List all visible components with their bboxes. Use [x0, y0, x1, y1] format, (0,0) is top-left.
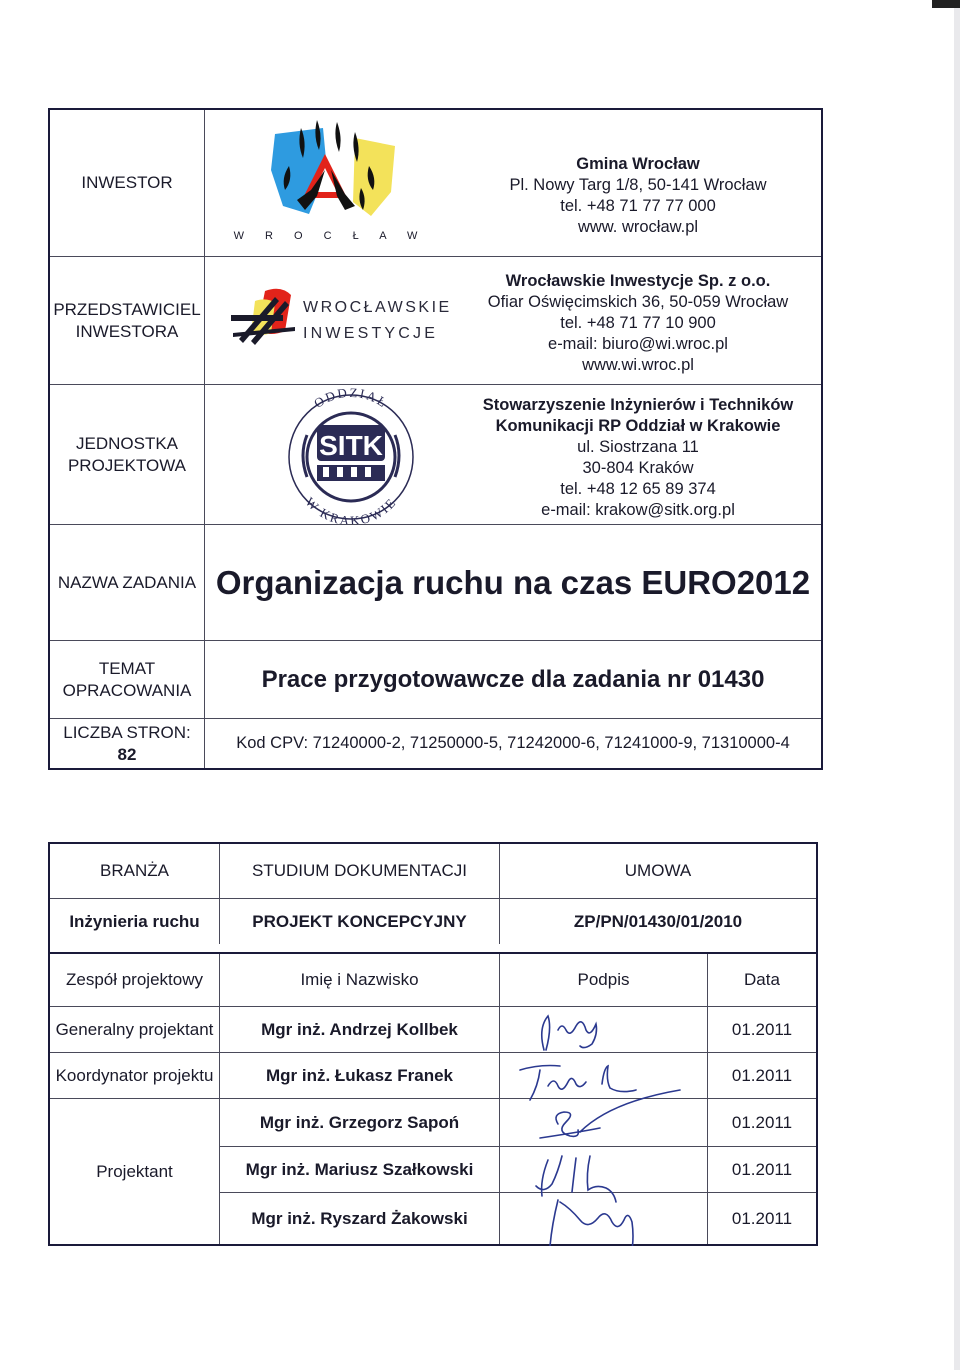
representative-name: Wrocławskie Inwestycje Sp. z o.o.	[505, 272, 771, 290]
pages-count: 82	[117, 744, 137, 764]
pages-row	[50, 718, 821, 768]
team-header-row	[50, 952, 816, 1006]
summary-branch-value: Inżynieria ruchu	[50, 899, 220, 944]
team-date: 01.2011	[731, 1112, 793, 1132]
investor-address: Pl. Nowy Targ 1/8, 50-141 Wrocław	[509, 176, 767, 194]
project-info-table	[48, 108, 823, 770]
team-role-designer	[50, 1098, 220, 1244]
design-unit-details	[455, 385, 821, 524]
task-title: Organizacja ruchu na czas EURO2012	[215, 563, 811, 601]
task-label	[50, 525, 205, 640]
summary-header-row	[50, 844, 816, 898]
team-signature	[500, 1053, 708, 1098]
design-unit-email: e-mail: krakow@sitk.org.pl	[541, 501, 735, 519]
wi-logo-line2: INWESTYCJE	[303, 325, 439, 342]
topic-label-line2: OPRACOWANIA	[62, 680, 192, 700]
pages-label-text: LICZBA STRON:	[63, 722, 191, 742]
representative-address: Ofiar Oświęcimskich 36, 50-059 Wrocław	[487, 293, 789, 311]
topic-label	[50, 641, 205, 718]
sitk-logo-bottom-text: W KRAKOWIE	[302, 494, 400, 525]
summary-header-study: STUDIUM DOKUMENTACJI	[220, 844, 500, 898]
team-header-name: Imię i Nazwisko	[220, 954, 500, 1006]
scan-mark	[932, 0, 960, 8]
investor-label-text: INWESTOR	[81, 173, 173, 192]
team-header-role: Zespół projektowy	[50, 954, 220, 1006]
team-row	[50, 1006, 816, 1052]
scan-edge	[954, 0, 960, 1370]
sitk-logo-icon	[205, 385, 455, 525]
investor-web: www. wrocław.pl	[577, 218, 699, 236]
team-date: 01.2011	[731, 1065, 793, 1085]
team-header-signature: Podpis	[500, 954, 708, 1006]
investor-details	[455, 110, 821, 256]
team-table	[48, 842, 818, 1246]
sitk-logo-mid-text: SITK	[319, 430, 383, 461]
representative-web: www.wi.wroc.pl	[582, 356, 694, 374]
representative-label-line2: INWESTORA	[75, 321, 179, 341]
representative-details	[455, 257, 821, 384]
pages-label	[50, 719, 205, 768]
design-unit-phone: tel. +48 12 65 89 374	[560, 480, 716, 498]
sitk-logo	[205, 385, 455, 524]
team-signature	[500, 1099, 708, 1146]
design-unit-street: ul. Siostrzana 11	[577, 438, 699, 456]
summary-header-contract: UMOWA	[624, 861, 692, 880]
design-unit-label-line2: PROJEKTOWA	[67, 455, 187, 475]
investor-row	[50, 110, 821, 256]
design-unit-label	[50, 385, 205, 524]
representative-label	[50, 257, 205, 384]
task-row	[50, 524, 821, 640]
wi-logo-icon	[225, 257, 305, 385]
representative-email: e-mail: biuro@wi.wroc.pl	[548, 335, 728, 353]
cpv-cell	[205, 719, 821, 768]
wroclaw-logo	[205, 110, 455, 256]
summary-contract-value: ZP/PN/01430/01/2010	[573, 911, 743, 931]
cpv-codes: Kod CPV: 71240000-2, 71250000-5, 71242000-6, 71241000-9, 71310000-4	[236, 734, 790, 752]
design-unit-row	[50, 384, 821, 524]
representative-label-line1: PRZEDSTAWICIEL	[53, 299, 201, 319]
summary-values-row	[50, 898, 816, 944]
representative-phone: tel. +48 71 77 10 900	[560, 314, 716, 332]
team-member-name: Mgr inż. Grzegorz Sapoń	[220, 1099, 500, 1146]
topic-label-line1: TEMAT	[98, 658, 156, 678]
design-unit-city: 30-804 Kraków	[582, 459, 694, 477]
topic-value: Prace przygotowawcze dla zadania nr 01430	[261, 665, 765, 693]
design-unit-name-line2: Komunikacji RP Oddział w Krakowie	[495, 417, 781, 435]
team-role: Generalny projektant	[50, 1007, 220, 1052]
team-signature	[500, 1007, 708, 1052]
task-label-text: NAZWA ZADANIA	[57, 572, 197, 592]
team-member-name: Mgr inż. Łukasz Franek	[220, 1053, 500, 1098]
team-member-name: Mgr inż. Mariusz Szałkowski	[220, 1147, 500, 1192]
wi-logo	[205, 257, 455, 384]
team-signature	[500, 1193, 708, 1244]
team-date: 01.2011	[731, 1019, 793, 1039]
investor-name: Gmina Wrocław	[576, 155, 700, 173]
team-signature	[500, 1147, 708, 1192]
team-row	[50, 1052, 816, 1098]
team-member-name: Mgr inż. Ryszard Żakowski	[220, 1193, 500, 1244]
wi-logo-line1: WROCŁAWSKIE	[303, 299, 452, 316]
sitk-logo-top-text: ODDZIAŁ	[311, 385, 391, 411]
team-date: 01.2011	[731, 1159, 793, 1179]
representative-row	[50, 256, 821, 384]
team-role: Koordynator projektu	[50, 1053, 220, 1098]
team-header-date: Data	[744, 970, 780, 989]
design-unit-label-line1: JEDNOSTKA	[75, 433, 179, 453]
investor-label	[50, 110, 205, 256]
team-date: 01.2011	[731, 1208, 793, 1228]
wroclaw-logo-caption: W R O C Ł A W	[233, 230, 427, 242]
design-unit-name-line1: Stowarzyszenie Inżynierów i Techników	[482, 396, 794, 414]
summary-header-branch: BRANŻA	[50, 844, 220, 898]
topic-value-cell	[205, 641, 821, 718]
investor-phone: tel. +48 71 77 77 000	[560, 197, 716, 215]
topic-row	[50, 640, 821, 718]
summary-study-value: PROJEKT KONCEPCYJNY	[220, 899, 500, 944]
team-member-name: Mgr inż. Andrzej Kollbek	[220, 1007, 500, 1052]
task-title-cell	[205, 525, 821, 640]
team-role-designer-text: Projektant	[96, 1161, 173, 1181]
